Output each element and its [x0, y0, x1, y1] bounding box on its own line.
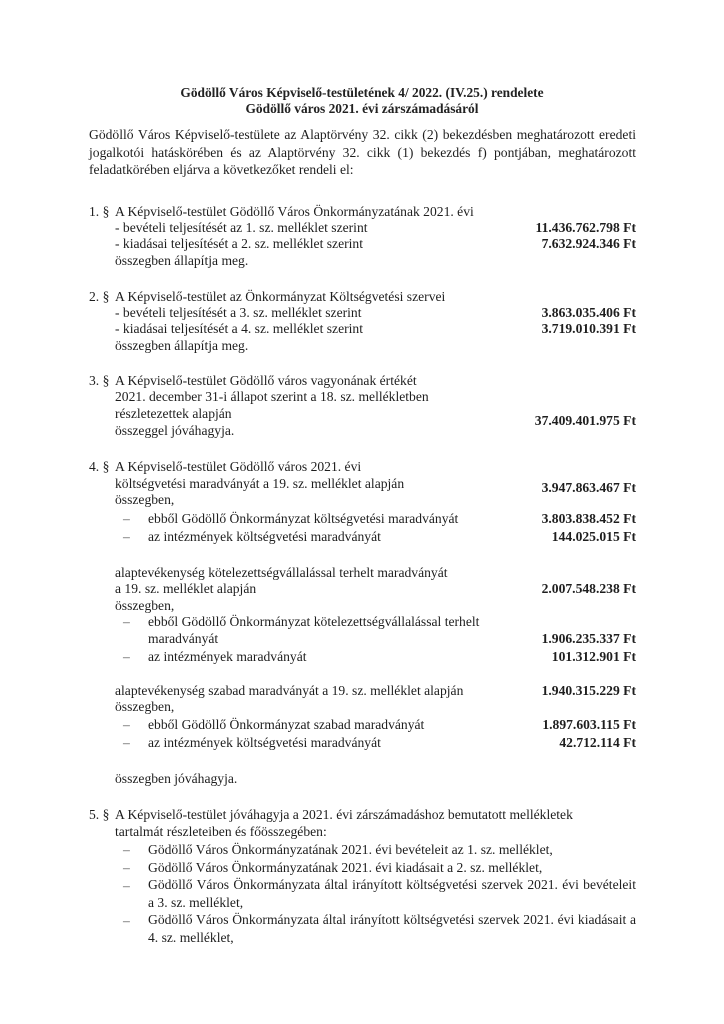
- section-4-item: az intézmények maradványát: [148, 649, 307, 664]
- document-subtitle: Gödöllő város 2021. évi zárszámadásáról: [245, 101, 479, 116]
- section-4-item: ebből Gödöllő Önkormányzat szabad maradványát: [148, 717, 425, 732]
- section-4-line: összegben,: [115, 492, 175, 507]
- section-4-amount: 144.025.015 Ft: [551, 529, 636, 544]
- dash-bullet: –: [123, 614, 130, 629]
- section-4-amount: 2.007.548.238 Ft: [541, 581, 636, 596]
- section-marker-5: 5. §: [89, 807, 110, 822]
- section-5-line: A Képviselő-testület jóváhagyja a 2021. évi zárszámadáshoz bemutatott mellékletek: [115, 807, 573, 822]
- dash-bullet: –: [123, 649, 130, 664]
- section-1-line: A Képviselő-testület Gödöllő Város Önkormányzatának 2021. évi: [115, 204, 474, 219]
- section-1-line: - bevételi teljesítését az 1. sz. melléklet szerint: [115, 220, 368, 235]
- section-4-line: alaptevékenység kötelezettségvállalással terhelt maradványát: [115, 565, 448, 580]
- section-marker-4: 4. §: [89, 459, 110, 474]
- section-2-line: összegben állapítja meg.: [115, 338, 249, 353]
- section-5-item: Gödöllő Város Önkormányzata által irányított költségvetési szervek 2021. évi bevételeit a 3. sz. melléklet,: [148, 877, 636, 910]
- preamble-paragraph: Gödöllő Város Képviselő-testülete az Alaptörvény 32. cikk (2) bekezdésben meghatározott eredeti jogalkotói hatáskörében és az Alaptörvény 32. cikk (1) bekezdés f) pontjában, meghatározott feladatkörében eljárva a következőket rendeli el:: [89, 127, 636, 178]
- section-4-line: alaptevékenység szabad maradványát a 19. sz. melléklet alapján: [115, 683, 464, 698]
- dash-bullet: –: [123, 717, 130, 732]
- section-1-amount: 11.436.762.798 Ft: [535, 220, 636, 235]
- dash-bullet: –: [123, 735, 130, 750]
- dash-bullet: –: [123, 878, 130, 893]
- section-3-amount: 37.409.401.975 Ft: [534, 413, 636, 428]
- section-4-item: maradványát: [148, 631, 219, 646]
- dash-bullet: –: [123, 913, 130, 928]
- section-3-line: 2021. december 31-i állapot szerint a 18. sz. mellékletben: [115, 389, 429, 404]
- dash-bullet: –: [123, 860, 130, 875]
- section-1-line: összegben állapítja meg.: [115, 253, 249, 268]
- section-5-line: tartalmát részleteiben és főösszegében:: [115, 824, 327, 839]
- section-2-line: A Képviselő-testület az Önkormányzat Költségvetési szervei: [115, 289, 446, 304]
- section-4-item: az intézmények költségvetési maradványát: [148, 735, 381, 750]
- section-5-item: Gödöllő Város Önkormányzatának 2021. évi kiadásait a 2. sz. melléklet,: [148, 860, 543, 875]
- section-marker-1: 1. §: [89, 204, 110, 219]
- dash-bullet: –: [123, 511, 130, 526]
- document-title: Gödöllő Város Képviselő-testületének 4/ 2022. (IV.25.) rendelete: [180, 85, 544, 100]
- section-3-line: részletezettek alapján: [115, 406, 232, 421]
- section-4-amount: 1.897.603.115 Ft: [542, 717, 636, 732]
- dash-bullet: –: [123, 529, 130, 544]
- section-2-line: - kiadásai teljesítését a 4. sz. melléklet szerint: [115, 321, 363, 336]
- section-4-closing: összegben jóváhagyja.: [115, 771, 238, 786]
- section-marker-2: 2. §: [89, 289, 110, 304]
- section-5-item: Gödöllő Város Önkormányzatának 2021. évi bevételeit az 1. sz. melléklet,: [148, 842, 553, 857]
- section-2-line: - bevételi teljesítését a 3. sz. melléklet szerint: [115, 305, 362, 320]
- section-1-amount: 7.632.924.346 Ft: [541, 236, 636, 251]
- section-marker-3: 3. §: [89, 373, 110, 388]
- section-2-amount: 3.719.010.391 Ft: [541, 321, 636, 336]
- section-4-amount: 3.947.863.467 Ft: [541, 480, 636, 495]
- section-4-item: ebből Gödöllő Önkormányzat kötelezettségvállalással terhelt: [148, 614, 480, 629]
- section-4-line: költségvetési maradványát a 19. sz. melléklet alapján: [115, 476, 405, 491]
- section-4-amount: 1.906.235.337 Ft: [541, 631, 636, 646]
- section-4-line: összegben,: [115, 699, 175, 714]
- section-4-item: az intézmények költségvetési maradványát: [148, 529, 381, 544]
- section-4-item: ebből Gödöllő Önkormányzat költségvetési maradványát: [148, 511, 459, 526]
- section-4-line: A Képviselő-testület Gödöllő város 2021. évi: [115, 459, 362, 474]
- section-2-amount: 3.863.035.406 Ft: [541, 305, 636, 320]
- section-3-line: összeggel jóváhagyja.: [115, 423, 235, 438]
- section-4-amount: 3.803.838.452 Ft: [541, 511, 636, 526]
- section-4-amount: 42.712.114 Ft: [559, 735, 636, 750]
- section-1-line: - kiadásai teljesítését a 2. sz. melléklet szerint: [115, 236, 363, 251]
- section-4-amount: 101.312.901 Ft: [551, 649, 636, 664]
- section-3-line: A Képviselő-testület Gödöllő város vagyonának értékét: [115, 373, 417, 388]
- section-4-line: a 19. sz. melléklet alapján: [115, 581, 257, 596]
- dash-bullet: –: [123, 842, 130, 857]
- section-4-line: összegben,: [115, 598, 175, 613]
- section-5-item: Gödöllő Város Önkormányzata által irányított költségvetési szervek 2021. évi kiadásait a 4. sz. melléklet,: [148, 912, 636, 945]
- section-4-amount: 1.940.315.229 Ft: [541, 683, 636, 698]
